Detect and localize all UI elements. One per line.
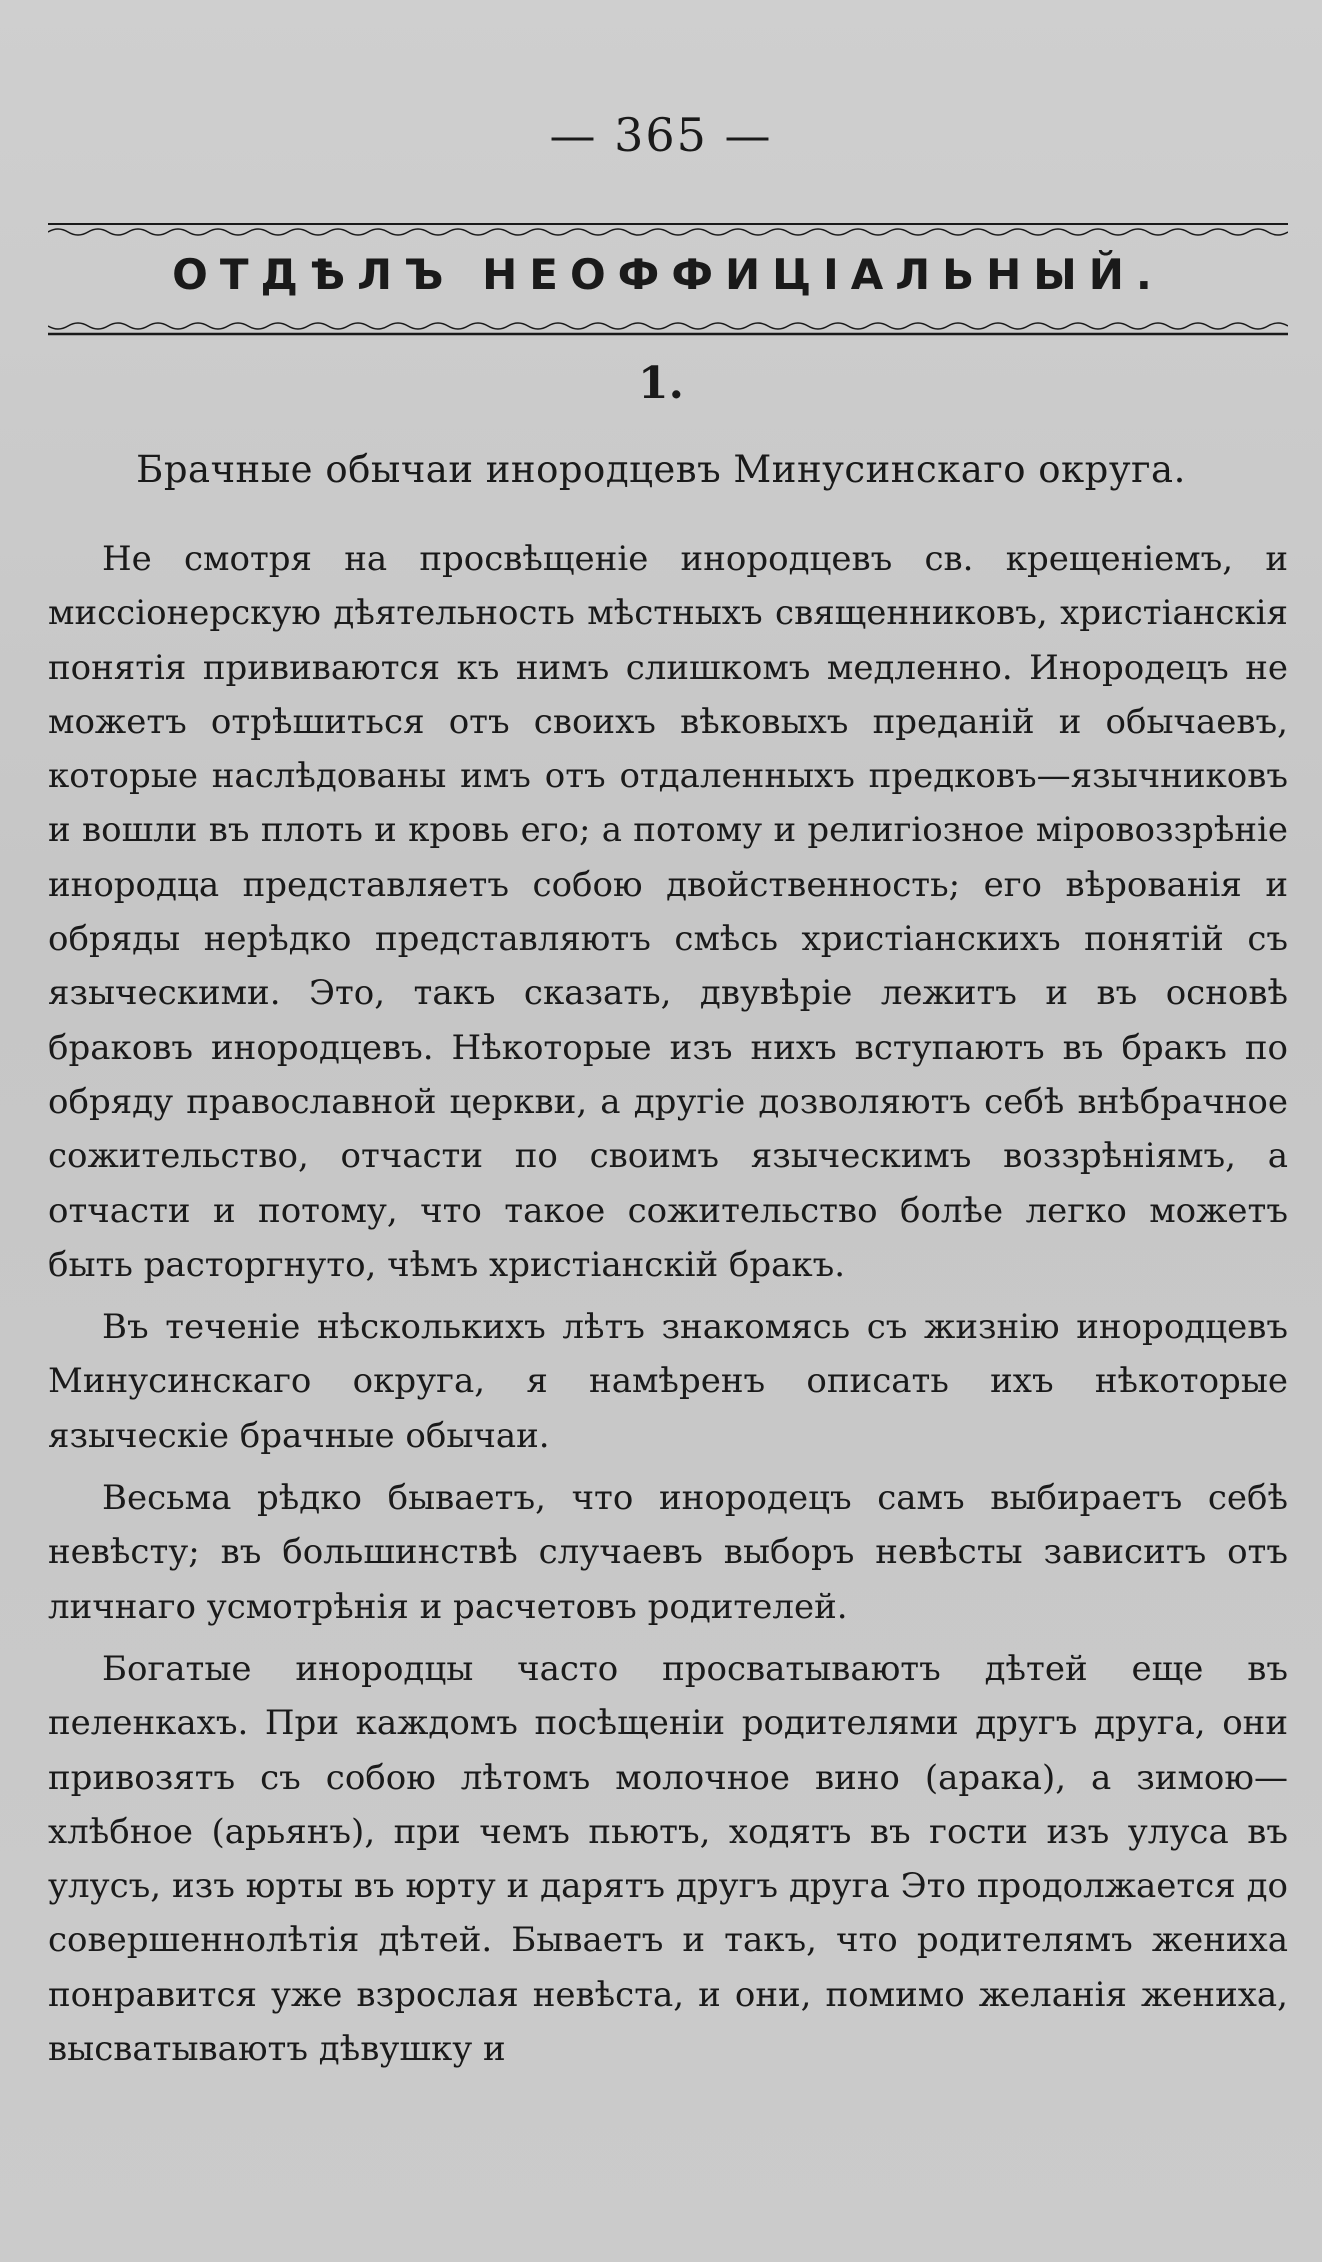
ornamental-rule-top — [48, 222, 1288, 236]
paragraph: Весьма рѣдко бываетъ, что инородецъ самъ выбираетъ себѣ невѣсту; въ большинствѣ случаевъ выборъ невѣсты зависитъ отъ личнаго усмотрѣнія и расчетовъ родителей. — [48, 1478, 1288, 1627]
ornamental-rule-bottom — [48, 322, 1288, 336]
article-number: 1. — [638, 358, 684, 409]
page-number: — 365 — — [549, 108, 773, 162]
section-heading: ОТДѢЛЪ НЕОФФИЦІАЛЬНЫЙ. — [172, 250, 1164, 299]
paragraph: Богатые инородцы часто просватываютъ дѣтей еще въ пеленкахъ. При каждомъ посѣщеніи родителями другъ друга, они привозятъ съ собою лѣтомъ молочное вино (арака), а зимою—хлѣбное (арьянъ), при чемъ пьютъ, ходятъ въ гости изъ улуса въ улусъ, изъ юрты въ юрту и дарятъ другъ друга Это продолжается до совершеннолѣтія дѣтей. Бываетъ и такъ, что родителямъ жениха понравится уже взрослая невѣста, и они, помимо желанія жениха, высватываютъ дѣвушку и — [48, 1648, 1288, 2070]
paragraph: Не смотря на просвѣщеніе инородцевъ св. крещеніемъ, и миссіонерскую дѣятельность мѣстныхъ священниковъ, христіанскія понятія прививаются къ нимъ слишкомъ медленно. Инородецъ не можетъ отрѣшиться отъ своихъ вѣковыхъ преданій и обычаевъ, которые наслѣдованы имъ отъ отдаленныхъ предковъ—язычниковъ и вошли въ плоть и кровь его; а потому и религіозное міровоззрѣніе инородца представляетъ собою двойственность; его вѣрованія и обряды нерѣдко представляютъ смѣсь христіанскихъ понятій съ языческими. Это, такъ сказать, двувѣріе лежитъ и въ основѣ браковъ инородцевъ. Нѣкоторые изъ нихъ вступаютъ въ бракъ по обряду православной церкви, а другіе дозволяютъ себѣ внѣбрачное сожительство, отчасти по своимъ языческимъ воззрѣніямъ, а отчасти и потому, что такое сожительство болѣе легко можетъ быть расторгнуто, чѣмъ христіанскій бракъ. — [48, 539, 1288, 1285]
article-body — [48, 532, 1288, 2084]
paragraph: Въ теченіе нѣсколькихъ лѣтъ знакомясь съ жизнію инородцевъ Минусинскаго округа, я намѣренъ описать ихъ нѣкоторые языческіе брачные обычаи. — [48, 1307, 1288, 1456]
article-title: Брачные обычаи инородцевъ Минусинскаго округа. — [136, 448, 1186, 491]
